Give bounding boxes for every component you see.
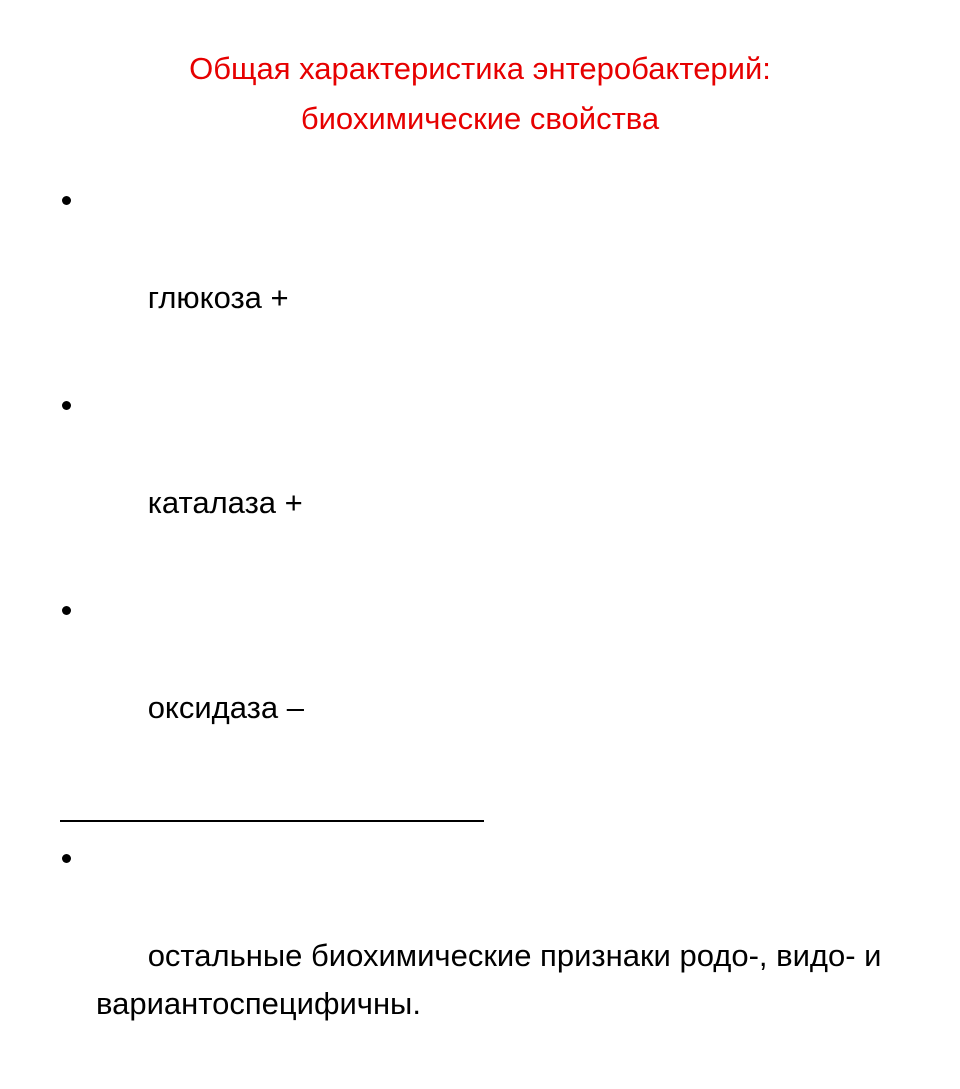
bullet-dot-icon xyxy=(62,606,71,615)
bullet-text: остальные биохимические признаки родо-, видо- и вариантоспецифичны. xyxy=(96,938,891,1021)
bullet-item-catalase xyxy=(58,383,918,575)
bullet-dot-icon xyxy=(62,401,71,410)
bullet-dot-icon xyxy=(62,196,71,205)
bullet-text: каталаза + xyxy=(147,485,303,520)
bullet-dot-icon xyxy=(62,854,71,863)
bullet-text: глюкоза + xyxy=(147,280,289,315)
slide-title-line-2: биохимические свойства xyxy=(300,101,660,136)
bullet-text: оксидаза – xyxy=(147,690,304,725)
slide-body xyxy=(58,178,918,1089)
divider-line xyxy=(60,820,484,822)
bullet-item-other-features xyxy=(58,836,918,1076)
slide-title-line-1: Общая характеристика энтеробактерий: xyxy=(189,51,771,86)
bullet-item-glucose xyxy=(58,178,918,370)
bullet-item-oxidase xyxy=(58,588,918,780)
slide-title xyxy=(0,44,960,144)
